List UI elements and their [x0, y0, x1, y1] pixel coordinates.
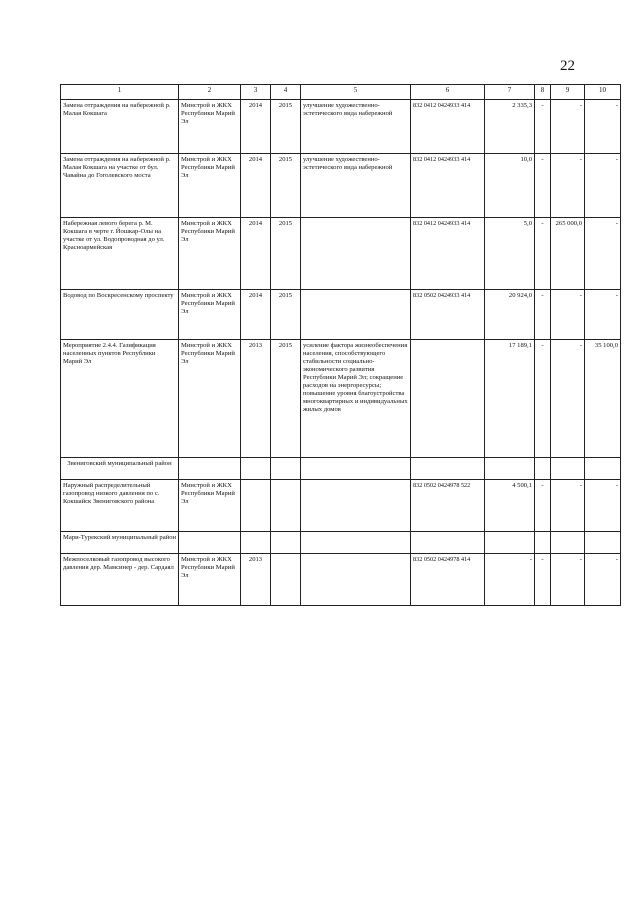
- table-row: [61, 100, 621, 154]
- table-row: [61, 154, 621, 218]
- value-col10: -: [585, 154, 621, 218]
- value-col9: -: [551, 154, 585, 218]
- page-number: 22: [560, 58, 575, 74]
- value-col8: -: [535, 480, 551, 532]
- budget-code: 832 0412 0424933 414: [411, 218, 485, 290]
- value-col10: -: [585, 554, 621, 606]
- budget-code: 832 0502 0424978 414: [411, 554, 485, 606]
- table-row: [61, 480, 621, 532]
- executor: Минстрой и ЖКХ Республики Марий Эл: [179, 480, 241, 532]
- section-row: [61, 458, 621, 480]
- expected-result: [301, 218, 411, 290]
- value-col8: -: [535, 554, 551, 606]
- empty-cell: [485, 458, 535, 480]
- measure-name: Наружный распределительный газопровод низкого давления по с. Кокшайск Звениговского района: [61, 480, 179, 532]
- empty-cell: [301, 458, 411, 480]
- value-col7: 10,0: [485, 154, 535, 218]
- value-col9: -: [551, 480, 585, 532]
- start-year: 2014: [241, 154, 271, 218]
- expected-result: [301, 554, 411, 606]
- expected-result: улучшение художественно-эстетического вида набережной: [301, 100, 411, 154]
- section-title: Мари-Турекский муниципальный район: [61, 532, 179, 554]
- measure-name: Межпоселковый газопровод высокого давления дер. Мамсинер - дер. Сардаял: [61, 554, 179, 606]
- empty-cell: [585, 532, 621, 554]
- expected-result: улучшение художественно-эстетического вида набережной: [301, 154, 411, 218]
- column-header: 1: [61, 85, 179, 100]
- column-header: 4: [271, 85, 301, 100]
- end-year: [271, 554, 301, 606]
- section-row: [61, 532, 621, 554]
- start-year: 2014: [241, 290, 271, 340]
- start-year: 2014: [241, 100, 271, 154]
- empty-cell: [179, 532, 241, 554]
- value-col7: 5,0: [485, 218, 535, 290]
- program-table: [60, 84, 621, 606]
- value-col7: 4 500,1: [485, 480, 535, 532]
- empty-cell: [301, 532, 411, 554]
- column-header: 3: [241, 85, 271, 100]
- expected-result: усиление фактора жизнеобеспечения населения, способствующего стабильности социально-экономического развития Республики Марий Эл; сокращение расходов на энергоресурсы; повышение уровня благоустройства многоквартирных и индивидуальных жилых домов: [301, 340, 411, 458]
- column-header: 10: [585, 85, 621, 100]
- end-year: 2015: [271, 290, 301, 340]
- value-col8: -: [535, 154, 551, 218]
- executor: Минстрой и ЖКХ Республики Марий Эл: [179, 340, 241, 458]
- start-year: [241, 480, 271, 532]
- empty-cell: [241, 458, 271, 480]
- budget-code: 832 0412 0424933 414: [411, 100, 485, 154]
- executor: Минстрой и ЖКХ Республики Марий Эл: [179, 218, 241, 290]
- executor: Минстрой и ЖКХ Республики Марий Эл: [179, 154, 241, 218]
- value-col7: -: [485, 554, 535, 606]
- measure-name: Замена отграждения на набережной р. Малая Кокшага на участке от бул. Чавайна до Гоголевского моста: [61, 154, 179, 218]
- empty-cell: [271, 532, 301, 554]
- empty-cell: [241, 532, 271, 554]
- column-header: 6: [411, 85, 485, 100]
- budget-code: 832 0502 0424933 414: [411, 290, 485, 340]
- value-col7: 17 189,1: [485, 340, 535, 458]
- value-col10: -: [585, 290, 621, 340]
- value-col9: -: [551, 290, 585, 340]
- value-col7: 20 924,0: [485, 290, 535, 340]
- budget-code: 832 0412 0424933 414: [411, 154, 485, 218]
- end-year: 2015: [271, 100, 301, 154]
- value-col9: 265 000,0: [551, 218, 585, 290]
- executor: Минстрой и ЖКХ Республики Марий Эл: [179, 100, 241, 154]
- value-col9: -: [551, 100, 585, 154]
- end-year: 2015: [271, 340, 301, 458]
- measure-name: Мероприятие 2.4.4. Газификация населенных пунктов Республики Марий Эл: [61, 340, 179, 458]
- empty-cell: [485, 532, 535, 554]
- empty-cell: [535, 532, 551, 554]
- value-col9: -: [551, 554, 585, 606]
- start-year: 2013: [241, 340, 271, 458]
- empty-cell: [551, 458, 585, 480]
- executor: Минстрой и ЖКХ Республики Марий Эл: [179, 290, 241, 340]
- column-header: 9: [551, 85, 585, 100]
- value-col8: -: [535, 218, 551, 290]
- start-year: 2013: [241, 554, 271, 606]
- start-year: 2014: [241, 218, 271, 290]
- table-row: [61, 290, 621, 340]
- empty-cell: [271, 458, 301, 480]
- column-header: 2: [179, 85, 241, 100]
- value-col8: -: [535, 340, 551, 458]
- column-header: 7: [485, 85, 535, 100]
- end-year: [271, 480, 301, 532]
- empty-cell: [411, 458, 485, 480]
- end-year: 2015: [271, 154, 301, 218]
- end-year: 2015: [271, 218, 301, 290]
- expected-result: [301, 480, 411, 532]
- empty-cell: [585, 458, 621, 480]
- column-header: 8: [535, 85, 551, 100]
- empty-cell: [411, 532, 485, 554]
- empty-cell: [535, 458, 551, 480]
- executor: Минстрой и ЖКХ Республики Марий Эл: [179, 554, 241, 606]
- measure-name: Замена отграждения на набережной р. Малая Кокшага: [61, 100, 179, 154]
- empty-cell: [179, 458, 241, 480]
- table-row: [61, 340, 621, 458]
- measure-name: Водовод по Воскресенскому проспекту: [61, 290, 179, 340]
- column-header: 5: [301, 85, 411, 100]
- budget-code: 832 0502 0424978 522: [411, 480, 485, 532]
- table-row: [61, 218, 621, 290]
- value-col8: -: [535, 100, 551, 154]
- table-row: [61, 554, 621, 606]
- value-col10: -: [585, 218, 621, 290]
- expected-result: [301, 290, 411, 340]
- value-col10: -: [585, 100, 621, 154]
- empty-cell: [551, 532, 585, 554]
- value-col7: 2 335,3: [485, 100, 535, 154]
- value-col10: -: [585, 480, 621, 532]
- measure-name: Набережная левого берега р. М. Кокшага в черте г. Йошкар-Олы на участке от ул. Водопроводная до ул. Красноармейская: [61, 218, 179, 290]
- value-col9: -: [551, 340, 585, 458]
- budget-code: [411, 340, 485, 458]
- section-title: Звениговский муниципальный район: [61, 458, 179, 480]
- value-col8: -: [535, 290, 551, 340]
- value-col10: 35 100,0: [585, 340, 621, 458]
- header-row: [61, 85, 621, 100]
